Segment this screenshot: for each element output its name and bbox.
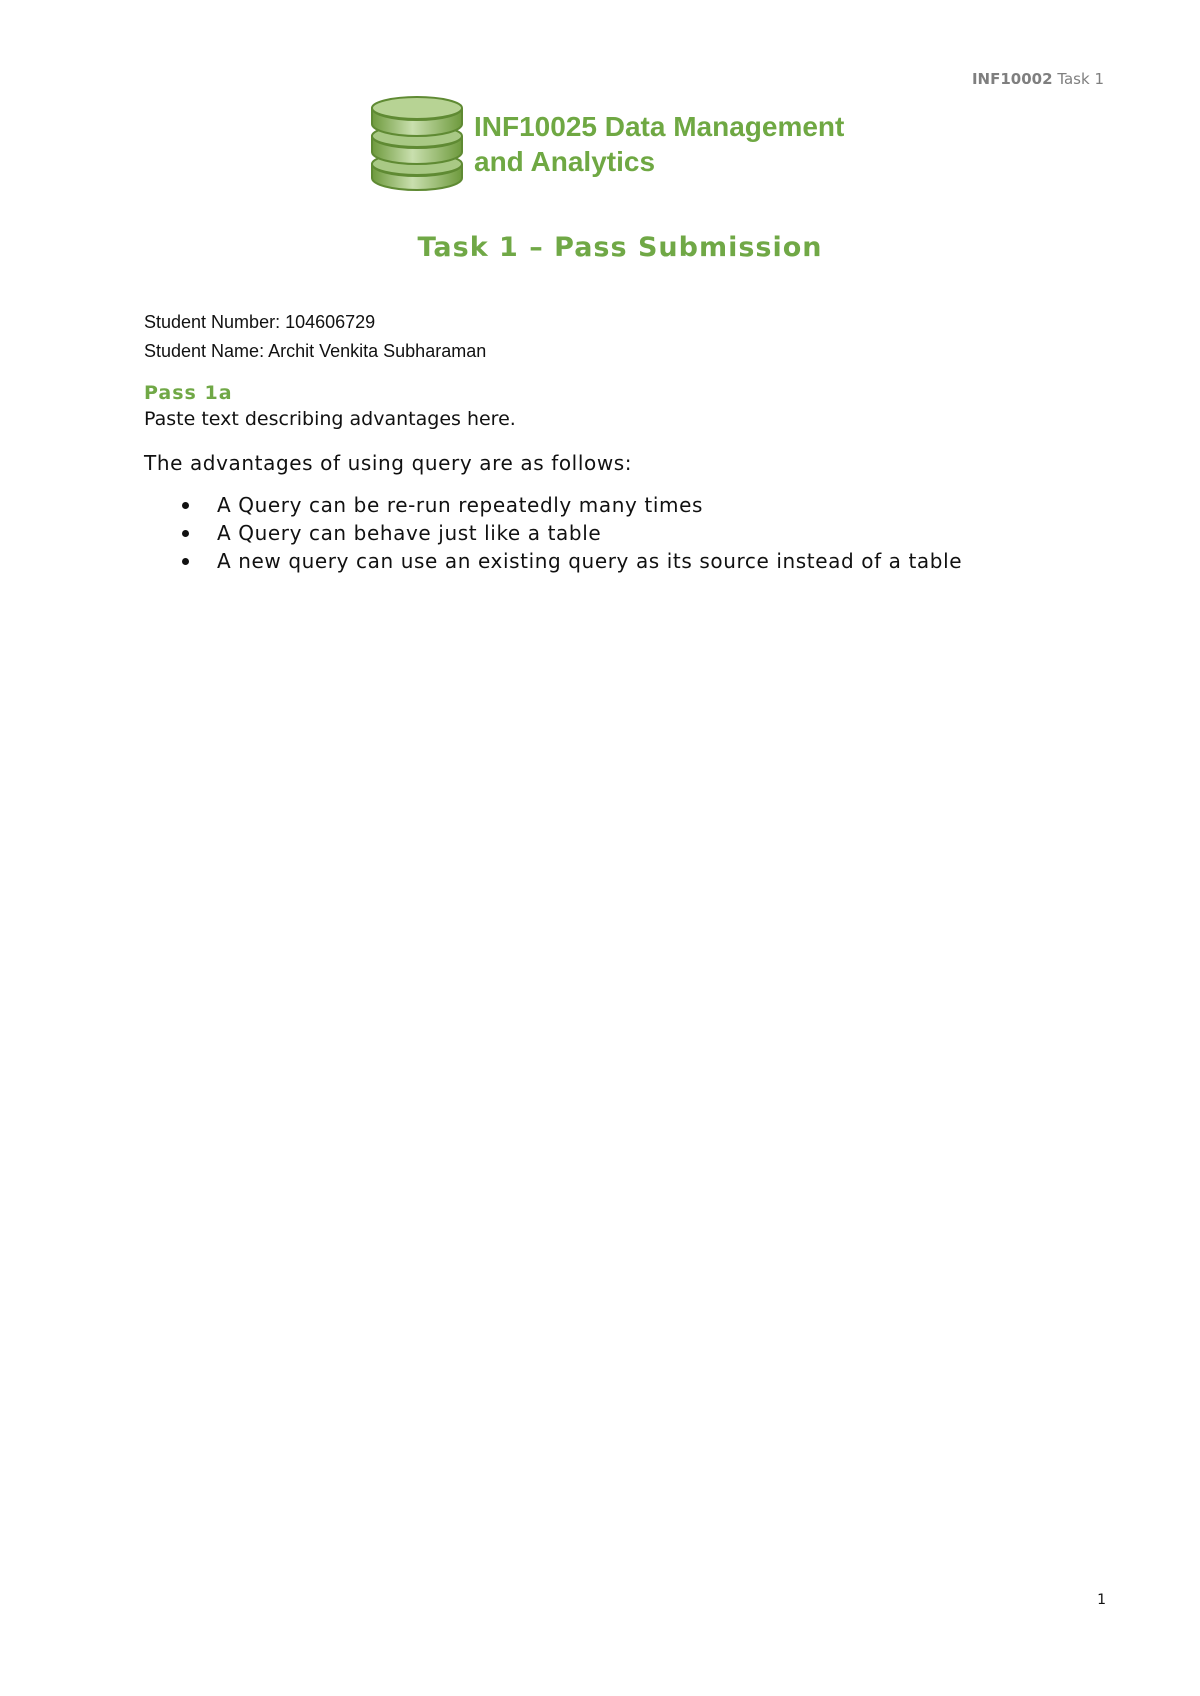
page-title: Task 1 – Pass Submission: [417, 232, 823, 263]
list-item-text: A Query can be re-run repeatedly many times: [217, 493, 704, 517]
bullet-icon: [182, 558, 189, 565]
list-item: [144, 547, 962, 575]
course-name: [474, 109, 844, 179]
course-name-line2: and Analytics: [474, 146, 656, 177]
page-number: 1: [1097, 1592, 1106, 1608]
bullet-icon: [182, 502, 189, 509]
course-name-line1: INF10025 Data Management: [474, 111, 845, 142]
list-item-text: A new query can use an existing query as its source instead of a table: [217, 549, 963, 573]
advantages-list: [144, 491, 962, 575]
student-number: [144, 312, 375, 333]
list-item: [144, 491, 962, 519]
student-name-label: Student Name:: [144, 341, 265, 361]
list-item: [144, 519, 962, 547]
header-task-label: Task 1: [1057, 70, 1104, 88]
section-heading: Pass 1a: [144, 382, 233, 404]
student-number-label: Student Number:: [144, 312, 281, 332]
section-instruction: Paste text describing advantages here.: [144, 408, 516, 430]
bullet-icon: [182, 530, 189, 537]
list-item-text: A Query can behave just like a table: [217, 521, 602, 545]
student-number-value: 104606729: [285, 312, 376, 332]
course-banner: [368, 94, 844, 194]
student-name: [144, 341, 486, 362]
section-intro: The advantages of using query are as follows:: [144, 451, 633, 475]
student-name-value: Archit Venkita Subharaman: [268, 341, 487, 361]
database-icon: [368, 94, 466, 194]
header-course-code: INF10002: [971, 70, 1053, 88]
page-header: [972, 70, 1104, 88]
